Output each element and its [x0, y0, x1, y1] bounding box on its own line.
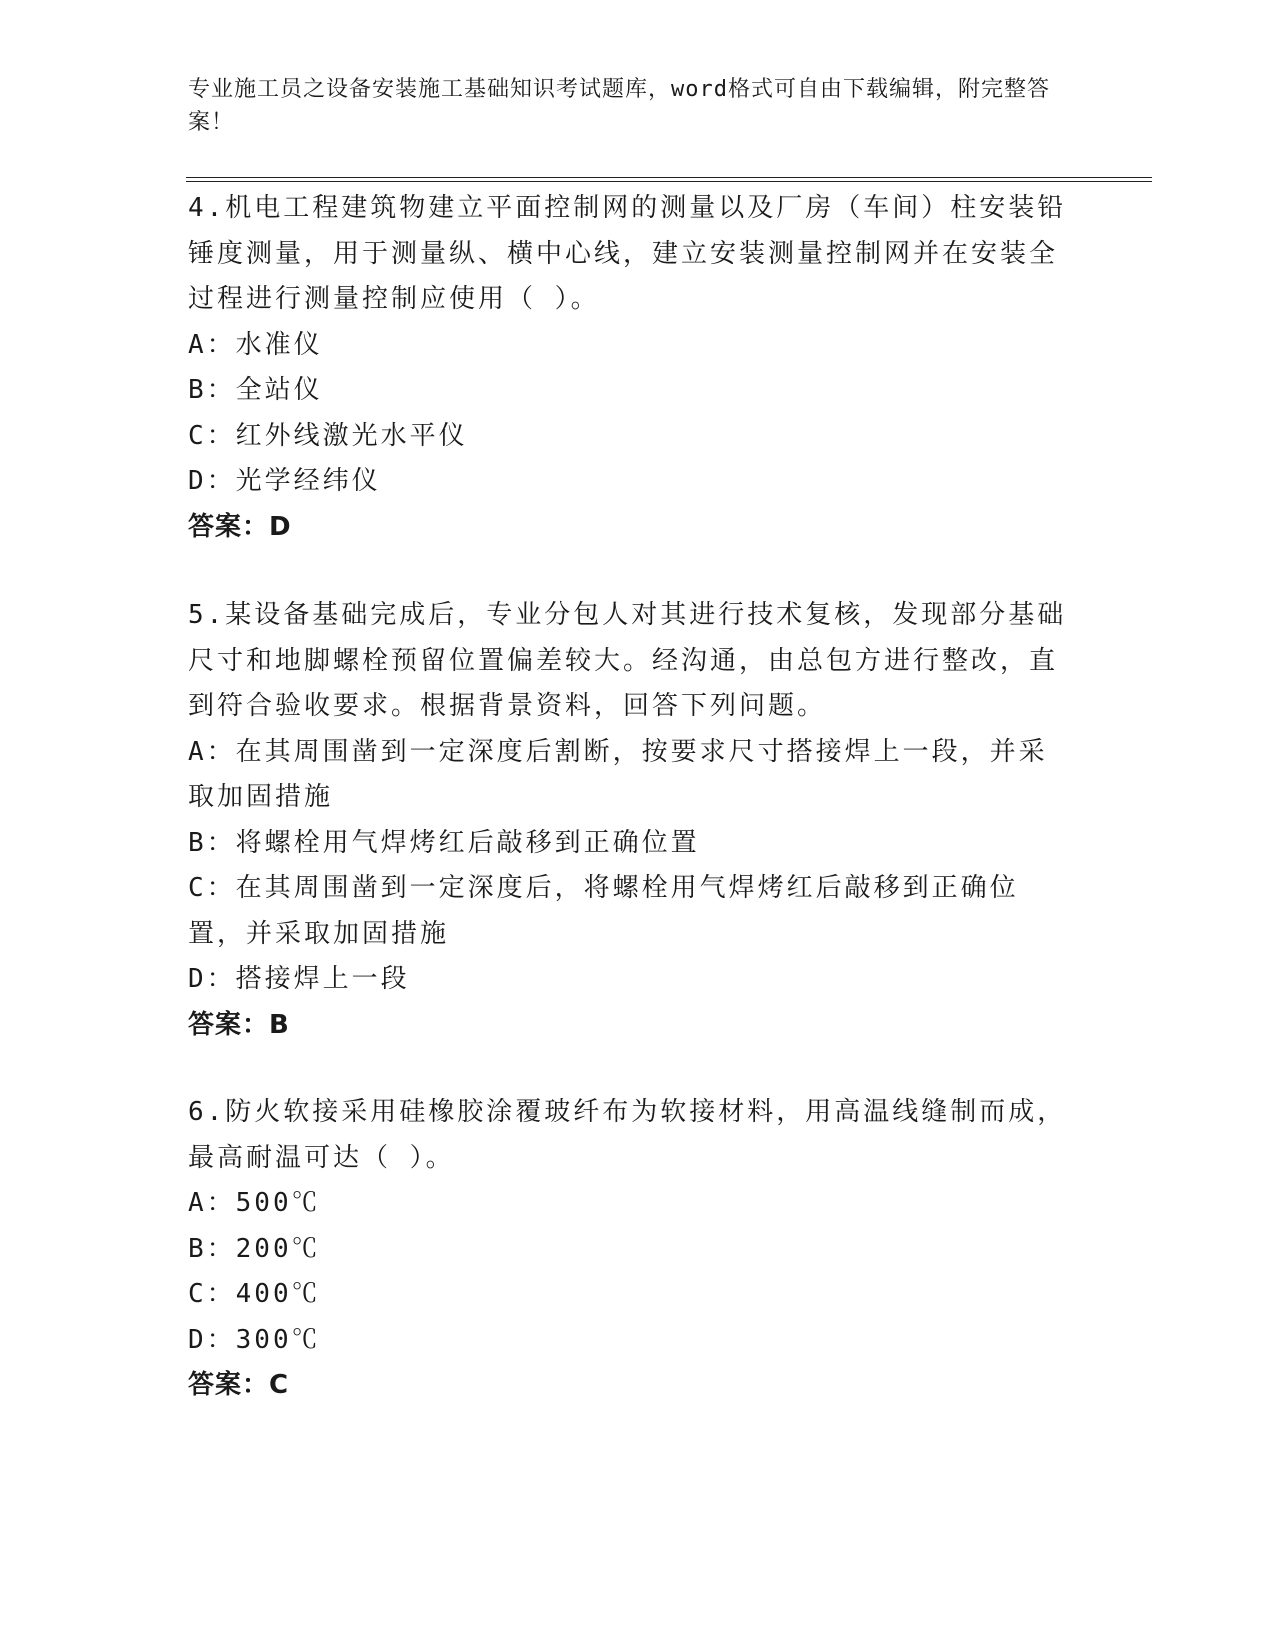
option-a: A：500℃: [188, 1188, 321, 1218]
answer: 答案：B: [188, 1009, 290, 1040]
option-a: A：水准仪: [188, 329, 323, 360]
option-b: B：全站仪: [188, 375, 323, 405]
option-c: C：在其周围凿到一定深度后，将螺栓用气焊烤红后敲移到正确位置，并采取加固措施: [188, 873, 1019, 949]
option-c: C：400℃: [188, 1279, 321, 1309]
option-b: B：将螺栓用气焊烤红后敲移到正确位置: [188, 827, 700, 858]
answer: 答案：C: [188, 1370, 290, 1400]
question-stem: 4.机电工程建筑物建立平面控制网的测量以及厂房（车间）柱安装铅锤度测量，用于测量纵、横中心线，建立安装测量控制网并在安装全过程进行测量控制应使用（ ）。: [188, 193, 1067, 314]
option-a: A：在其周围凿到一定深度后割断，按要求尺寸搭接焊上一段，并采取加固措施: [188, 736, 1048, 812]
option-d: D：300℃: [188, 1324, 321, 1355]
question-stem: 6.防火软接采用硅橡胶涂覆玻纤布为软接材料，用高温线缝制而成，最高耐温可达（ ）。: [188, 1097, 1067, 1173]
option-c: C：红外线激光水平仪: [188, 420, 468, 451]
option-d: D：光学经纬仪: [188, 466, 381, 496]
answer: 答案：D: [188, 511, 292, 542]
question-6: [188, 1090, 1068, 1409]
document-header: 专业施工员之设备安装施工基础知识考试题库，word格式可自由下载编辑，附完整答案！: [188, 77, 1050, 135]
option-b: B：200℃: [188, 1233, 321, 1264]
question-5: [188, 593, 1068, 1048]
header-divider: [186, 177, 1152, 182]
option-d: D：搭接焊上一段: [188, 964, 410, 994]
question-stem: 5.某设备基础完成后，专业分包人对其进行技术复核，发现部分基础尺寸和地脚螺栓预留位置偏差较大。经沟通，由总包方进行整改，直到符合验收要求。根据背景资料，回答下列问题。: [188, 600, 1067, 721]
question-4: [188, 186, 1068, 550]
